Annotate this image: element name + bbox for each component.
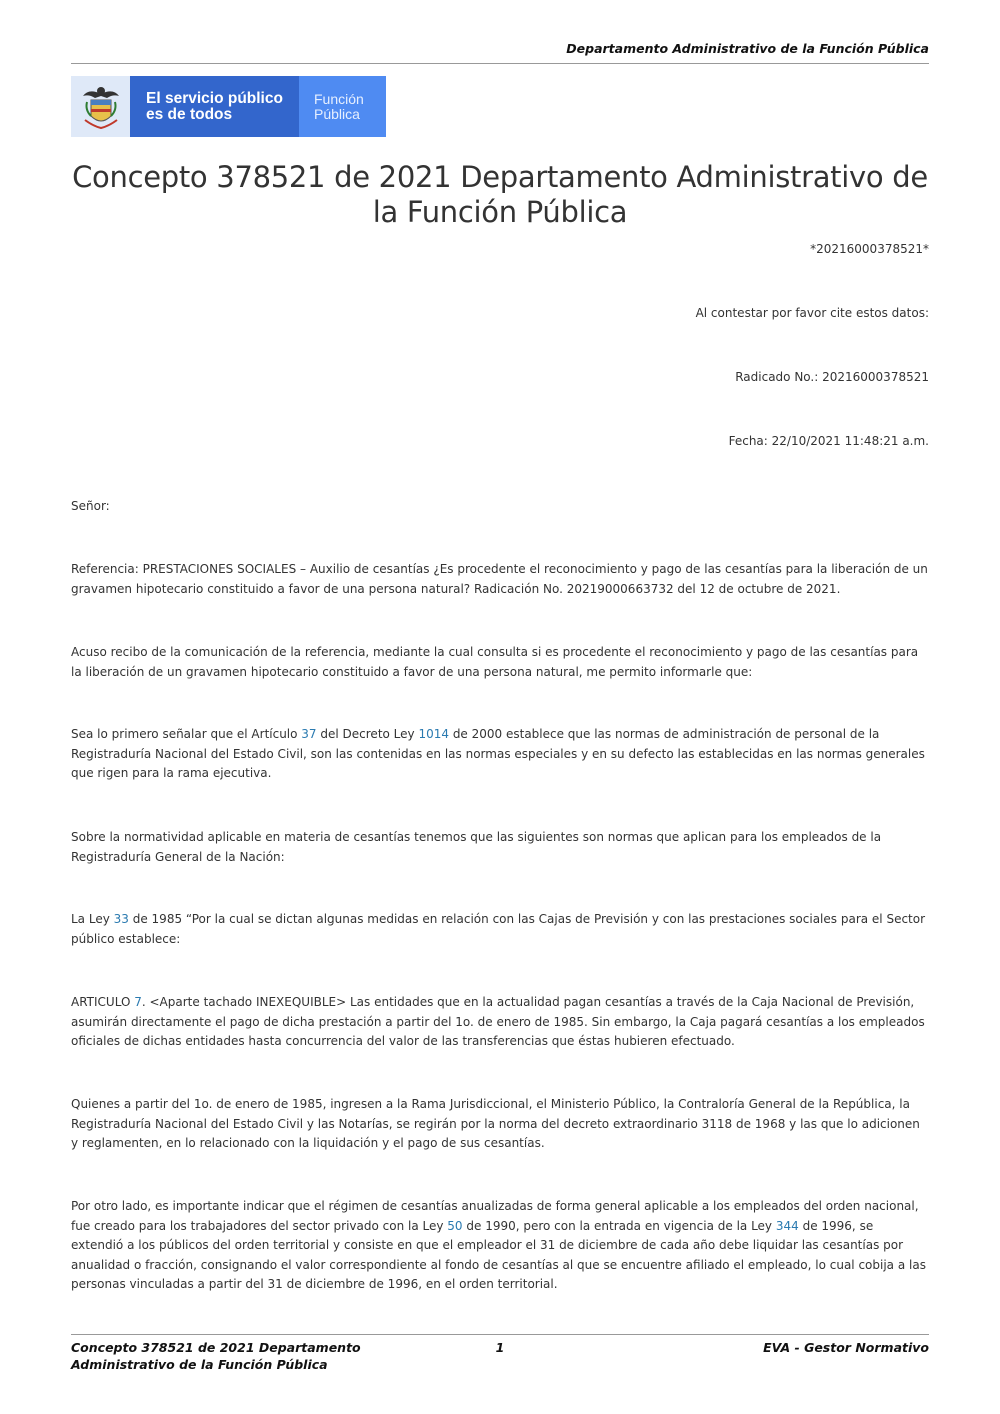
logo-slogan-line1: El servicio público	[146, 89, 283, 107]
text-segment: . <Aparte tachado INEXEQUIBLE> Las entidades que en la actualidad pagan cesantías a través de la Caja Nacional de Previsión, asumirán directamente el pago de dicha prestación a partir del 1o. de enero de 1985. Sin embargo, la Caja pagará cesantías a los empleados oficiales de dichas entidades hasta concurrencia del valor de las transferencias que éstas hubieren efectuado.	[71, 995, 925, 1048]
running-header-title: Departamento Administrativo de la Función Pública	[566, 41, 929, 56]
logo-slogan-line2: es de todos	[146, 105, 233, 123]
law-33-paragraph	[71, 910, 929, 949]
logo-entity-line2: Pública	[314, 105, 360, 122]
barcode-text: *20216000378521*	[810, 242, 929, 256]
reply-note: Al contestar por favor cite estos datos:	[695, 306, 929, 320]
law-33-link[interactable]: 33	[113, 912, 129, 926]
running-header	[71, 41, 929, 64]
coat-of-arms-icon	[71, 76, 130, 137]
text-segment: de 1985 “Por la cual se dictan algunas medidas en relación con las Cajas de Previsión y con las prestaciones sociales para el Sector público establece:	[71, 912, 926, 946]
logo-entity	[299, 76, 386, 137]
footer-divider	[71, 1334, 929, 1335]
text-segment: de 2000 establece que las normas de administración de personal de la Registraduría Nacional del Estado Civil, son las contenidas en las normas especiales y en su defecto las establecidas en las normas generales que rigen para la rama ejecutiva.	[71, 727, 925, 780]
text-segment: de 1990, pero con la entrada en vigencia de la Ley	[462, 1218, 776, 1233]
salutation: Señor:	[71, 499, 110, 513]
government-logo	[71, 76, 386, 137]
footer-document-title	[71, 1339, 391, 1373]
article-37-paragraph	[71, 725, 929, 784]
text-segment: Sea lo primero señalar que el Artículo	[71, 727, 302, 741]
law-344-link[interactable]: 344	[775, 1218, 799, 1233]
law-50-link[interactable]: 50	[447, 1218, 463, 1233]
reference-paragraph: Referencia: PRESTACIONES SOCIALES – Auxilio de cesantías ¿Es procedente el reconocimiento y pago de las cesantías para la liberación de un gravamen hipotecario constituido a favor de una persona natural? Radicación No. 20219000663732 del 12 de octubre de 2021.	[71, 562, 928, 596]
document-title: Concepto 378521 de 2021 Departamento Administrativo de la Función Pública	[72, 160, 928, 229]
footer-title-line2: Administrativo de la Función Pública	[71, 1357, 328, 1372]
annualized-severance-paragraph	[71, 1197, 929, 1295]
page-number: 1	[495, 1340, 505, 1355]
article-37-link[interactable]: 37	[301, 727, 317, 741]
footer-source: EVA - Gestor Normativo	[763, 1340, 929, 1355]
footer-title-line1: Concepto 378521 de 2021 Departamento	[71, 1340, 361, 1355]
text-segment: Por otro lado, es importante indicar que el régimen de cesantías anualizadas de forma general aplicable a los empleados del orden nacional, fue creado para los trabajadores del sector privado con la Ley	[71, 1199, 919, 1233]
radicado-number: Radicado No.: 20216000378521	[735, 370, 929, 384]
logo-entity-line1: Función	[314, 90, 364, 107]
jurisdictional-paragraph: Quienes a partir del 1o. de enero de 1985, ingresen a la Rama Jurisdiccional, el Ministerio Público, la Contraloría General de la República, la Registraduría Nacional del Estado Civil y las Notarías, se regirán por la norma del decreto extraordinario 3118 de 1968 y las que lo adicionen y reglamenten, en lo relacionado con la liquidación y el pago de sus cesantías.	[71, 1097, 920, 1150]
document-date: Fecha: 22/10/2021 11:48:21 a.m.	[728, 434, 929, 448]
logo-slogan	[130, 76, 299, 137]
article-7-link[interactable]: 7	[134, 995, 142, 1009]
text-segment: La Ley	[71, 912, 114, 926]
regulations-paragraph: Sobre la normatividad aplicable en materia de cesantías tenemos que las siguientes son normas que aplican para los empleados de la Registraduría General de la Nación:	[71, 830, 882, 864]
decree-1014-link[interactable]: 1014	[418, 727, 449, 741]
text-segment: de 1996, se extendió a los públicos del orden territorial y consiste en que el empleador el 31 de diciembre de cada año debe liquidar las cesantías por anualidad o fracción, consignando el valor correspondiente al fondo de cesantías al que se encuentre afiliado el empleado, lo cual cobija a las personas vinculadas a partir del 31 de diciembre de 1996, en el orden territorial.	[71, 1218, 926, 1291]
article-7-paragraph	[71, 993, 929, 1052]
acknowledgement-paragraph: Acuso recibo de la comunicación de la referencia, mediante la cual consulta si es procedente el reconocimiento y pago de las cesantías para la liberación de un gravamen hipotecario constituido a favor de una persona natural, me permito informarle que:	[71, 645, 919, 679]
text-segment: del Decreto Ley	[316, 727, 419, 741]
text-segment: ARTICULO	[71, 995, 135, 1009]
